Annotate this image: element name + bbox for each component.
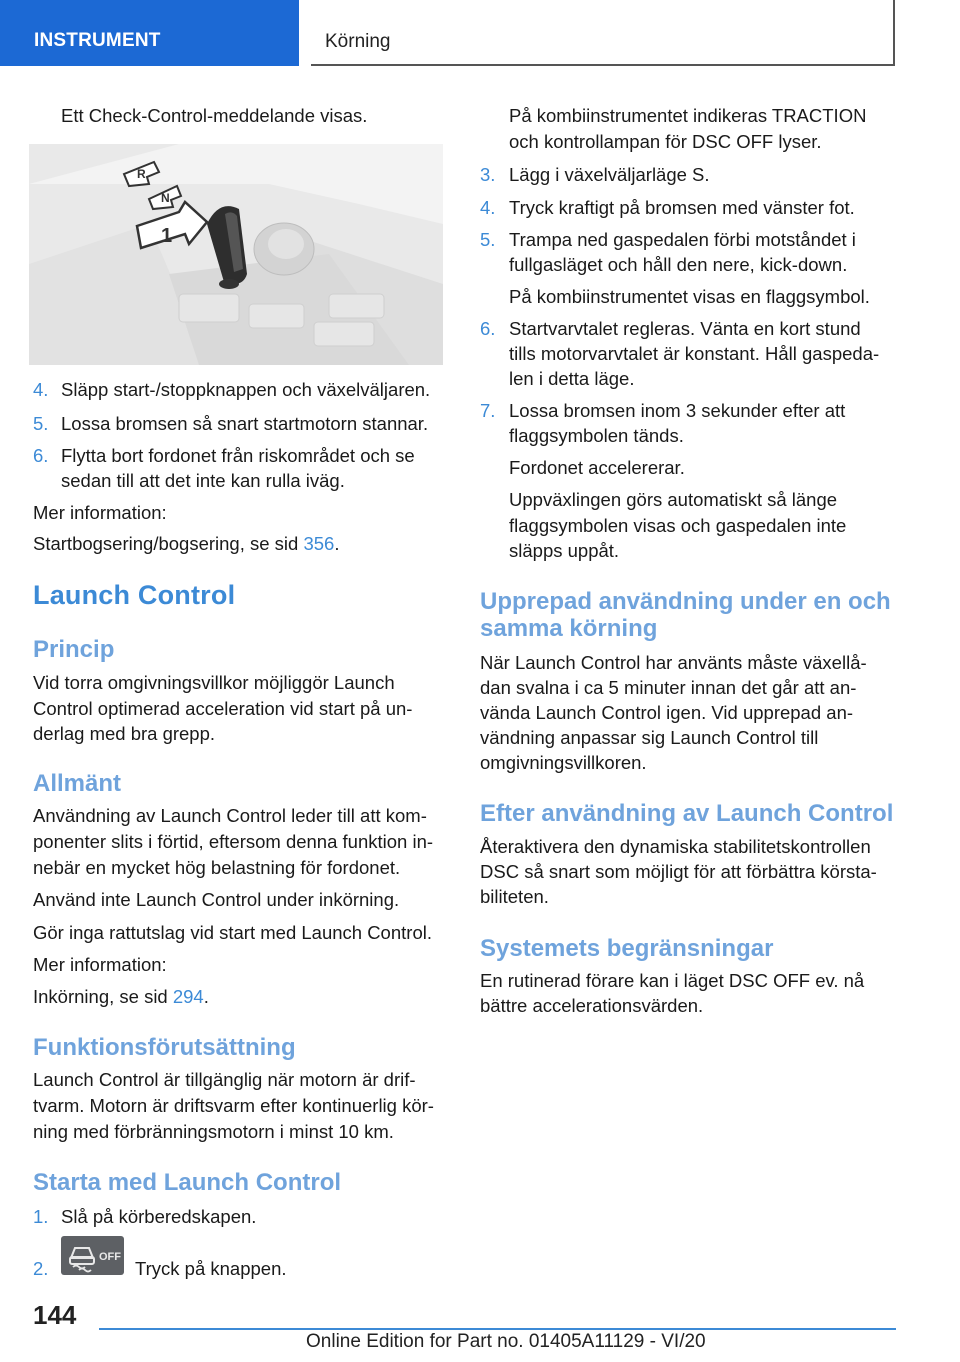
section-heading: Launch Control xyxy=(33,580,236,610)
step-text: flaggsymbolen tänds. xyxy=(509,425,684,446)
page-number: 144 xyxy=(33,1300,77,1330)
page-link[interactable]: 356 xyxy=(303,533,335,554)
step-text: Slå på körberedskapen. xyxy=(61,1206,257,1227)
step-text: sedan till att det inte kan rulla iväg. xyxy=(61,470,345,491)
dsc-off-icon-label: OFF xyxy=(99,1251,121,1263)
step-text: len i detta läge. xyxy=(509,368,635,389)
step-text: Släpp start-/stoppknappen och växelväljaren. xyxy=(61,379,431,400)
step-text: tills motorvarvtalet är konstant. Håll gaspeda- xyxy=(509,343,880,364)
subsection-heading: Upprepad användning under en och xyxy=(480,588,891,615)
paragraph-line: bättre accelerationsvärden. xyxy=(480,995,704,1016)
subsection-heading: samma körning xyxy=(480,615,658,642)
paragraph-line: vända Launch Control igen. Vid upprepad an- xyxy=(480,702,854,723)
paragraph-line: Vid torra omgivningsvillkor möjliggör Launch xyxy=(33,672,395,693)
paragraph-line: och kontrollampan för DSC OFF lyser. xyxy=(509,131,822,152)
step-text: Tryck kraftigt på bromsen med vänster fot. xyxy=(509,197,855,218)
step-note: Uppväxlingen görs automatiskt så länge xyxy=(509,489,838,510)
paragraph-line: När Launch Control har använts måste växellå- xyxy=(480,652,867,673)
page-link[interactable]: 294 xyxy=(172,986,204,1007)
subsection-heading: Starta med Launch Control xyxy=(33,1169,342,1196)
step-text: fullgasläget och håll den nere, kick-down. xyxy=(509,254,848,275)
step-text: Lossa bromsen inom 3 sekunder efter att xyxy=(509,400,846,421)
cross-reference: Inkörning, se sid 294. xyxy=(33,986,209,1007)
step-number: 5. xyxy=(480,229,496,250)
figure-label-1: 1 xyxy=(161,225,173,247)
paragraph-line: dan svalna i ca 5 minuter innan det går att an- xyxy=(480,677,857,698)
more-info-label: Mer information: xyxy=(33,954,167,975)
paragraph-line: derlag med bra grepp. xyxy=(33,723,216,744)
subsection-heading: Allmänt xyxy=(33,770,122,797)
subsection-heading: Funktionsförutsättning xyxy=(33,1034,296,1061)
paragraph-line: nebär en mycket hög belastning för fordonet. xyxy=(33,857,401,878)
paragraph-line: omgivningsvillkoren. xyxy=(480,752,647,773)
paragraph-line: En rutinerad förare kan i läget DSC OFF ev. nå xyxy=(480,970,865,991)
section-title: INSTRUMENT xyxy=(34,30,161,51)
gear-selector-figure xyxy=(29,144,443,365)
paragraph: Använd inte Launch Control under inkörning. xyxy=(33,889,400,910)
paragraph-line: ponenter slits i förtid, eftersom denna funktion in- xyxy=(33,831,434,852)
paragraph-line: Launch Control är tillgänglig när motorn är drif- xyxy=(33,1069,416,1090)
paragraph-line: DSC så snart som möjligt för att förbättra körsta- xyxy=(480,861,877,882)
step-note: flaggsymbolen visas och gaspedalen inte xyxy=(509,515,847,536)
dsc-off-icon xyxy=(61,1236,124,1275)
paragraph-line: Control optimerad acceleration vid start på un- xyxy=(33,698,413,719)
step-text: Startvarvtalet regleras. Vänta en kort stund xyxy=(509,318,861,339)
step-number: 3. xyxy=(480,164,496,185)
paragraph: Gör inga rattutslag vid start med Launch Control. xyxy=(33,922,432,943)
step-text: Tryck på knappen. xyxy=(135,1258,287,1279)
step-number: 7. xyxy=(480,400,496,421)
step-text: Trampa ned gaspedalen förbi motståndet i xyxy=(509,229,856,250)
step-number: 4. xyxy=(480,197,496,218)
subsection-heading: Princip xyxy=(33,636,115,663)
figure-label-n: N xyxy=(161,191,170,205)
step-number: 1. xyxy=(33,1206,49,1227)
subsection-heading: Efter användning av Launch Control xyxy=(480,800,894,827)
step-number: 5. xyxy=(33,413,49,434)
intro-text: Ett Check-Control-meddelande visas. xyxy=(61,105,368,126)
paragraph-line: vändning anpassar sig Launch Control till xyxy=(480,727,819,748)
step-text: Lossa bromsen så snart startmotorn stannar. xyxy=(61,413,429,434)
edition-text: Online Edition for Part no. 01405A11129 - VI/20 xyxy=(306,1331,706,1352)
paragraph-line: På kombiinstrumentet indikeras TRACTION xyxy=(509,105,867,126)
step-number: 2. xyxy=(33,1258,49,1279)
step-number: 6. xyxy=(480,318,496,339)
more-info-label: Mer information: xyxy=(33,502,167,523)
step-note: släpps uppåt. xyxy=(509,540,620,561)
paragraph-line: Återaktivera den dynamiska stabilitetskontrollen xyxy=(480,836,871,857)
paragraph-line: tvarm. Motorn är driftsvarm efter kontinuerlig kör- xyxy=(33,1095,434,1116)
chapter-title: Körning xyxy=(325,31,391,52)
paragraph-line: biliteten. xyxy=(480,886,549,907)
step-text: Lägg i växelväljarläge S. xyxy=(509,164,710,185)
subsection-heading: Systemets begränsningar xyxy=(480,935,774,962)
step-text: Flytta bort fordonet från riskområdet och se xyxy=(61,445,415,466)
gear-selector-illustration xyxy=(29,144,443,365)
step-note: Fordonet accelererar. xyxy=(509,457,685,478)
figure-label-r: R xyxy=(137,167,146,181)
cross-reference: Startbogsering/bogsering, se sid 356. xyxy=(33,533,340,554)
step-number: 4. xyxy=(33,379,49,400)
chapter-tab xyxy=(311,0,895,66)
footer-divider xyxy=(99,1328,896,1330)
section-tab xyxy=(0,0,299,66)
step-note: På kombiinstrumentet visas en flaggsymbol. xyxy=(509,286,870,307)
paragraph-line: ning med förbränningsmotorn i minst 10 km. xyxy=(33,1121,394,1142)
step-number: 6. xyxy=(33,445,49,466)
paragraph-line: Användning av Launch Control leder till att kom- xyxy=(33,805,427,826)
